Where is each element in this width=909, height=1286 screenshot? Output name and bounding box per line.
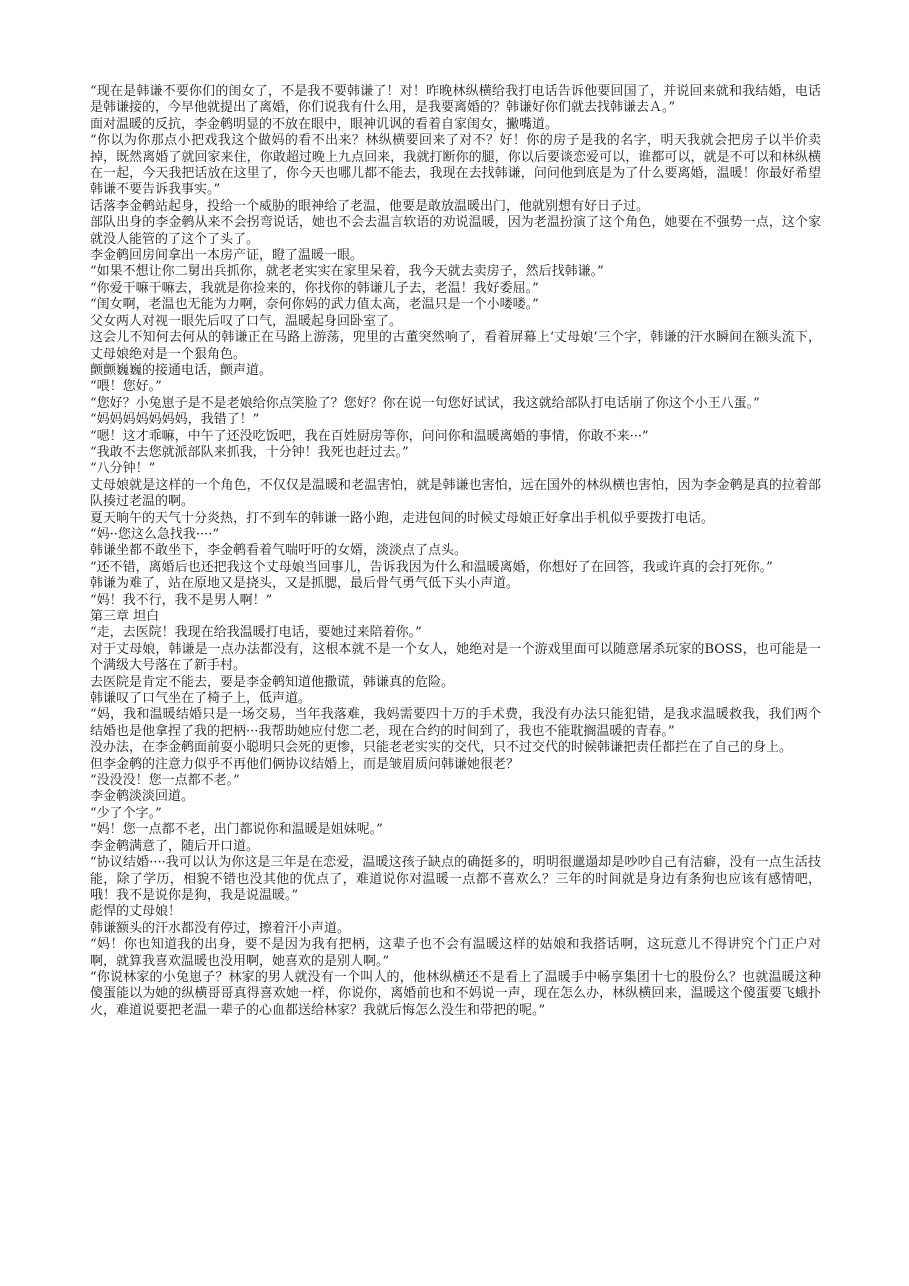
paragraph: 韩谦坐都不敢坐下，李金鹌看着气喘吁吁的女婿，淡淡点了点头。 <box>90 543 468 559</box>
paragraph: “闺女啊，老温也无能为力啊，奈何你妈的武力值太高，老温只是一个小喽喽。” <box>90 297 539 313</box>
paragraph: 这会儿不知何去何从的韩谦正在马路上游荡，兜里的古董突然响了，看着屏幕上‘丈母娘’三个字，韩谦的汗水瞬间在额头流下，丈母娘绝对是一个狠角色。 <box>90 330 821 362</box>
paragraph: 丈母娘就是这样的一个角色，不仅仅是温暖和老温害怕，就是韩谦也害怕，远在国外的林纵横也害怕，因为李金鹌是真的拉着部队揍过老温的啊。 <box>90 477 821 510</box>
paragraph: “协议结婚····我可以认为你这是三年是在恋爱，温暖这孩子缺点的确挺多的，明明很邋遢却是吵吵自己有洁癖，没有一点生活技能，除了学历，相貌不错也没其他的优点了，难道说你对温暖一点都不喜欢么？三年的时间就是身边有条狗也应该有感情吧，哦！我不是说你是狗，我是说温暖。” <box>90 855 821 903</box>
paragraph: 李金鹌淡淡回道。 <box>90 789 195 805</box>
paragraph: 韩谦为难了，站在原地又是挠头，又是抓腮，最后骨气勇气低下头小声道。 <box>90 576 520 592</box>
paragraph: “喂！您好。” <box>90 379 162 395</box>
paragraph: “妈妈妈妈妈妈妈，我错了！” <box>90 412 260 428</box>
paragraph: “你说林家的小兔崽子？林家的男人就没有一个叫人的，他林纵横还不是看上了温暖手中畅享集团十七的股份么？也就温暖这种傻蛋能以为她的纵横哥哥真得喜欢她一样，你说你，离婚前也和不妈说一声，现在怎么办，林纵横回来，温暖这个傻蛋要飞蛾扑火，难道说要把老温一辈子的心血都送给林家？我就后悔怎么没生和带把的呢。” <box>90 969 821 1018</box>
paragraph: 李金鹌满意了，随后开口道。 <box>90 838 260 854</box>
paragraph: 夏天晌午的天气十分炎热，打不到车的韩谦一路小跑，走进包间的时候丈母娘正好拿出手机似乎要拨打电话。 <box>90 510 715 526</box>
paragraph: “妈！您一点都不老，出门都说你和温暖是姐妹呢。” <box>90 822 383 838</box>
paragraph: “您好？小兔崽子是不是老娘给你点笑脸了？您好？你在说一句您好试试，我这就给部队打电话崩了你这个小王八蛋。” <box>90 395 760 411</box>
paragraph: 没办法，在李金鹌面前耍小聪明只会死的更惨，只能老老实实的交代，只不过交代的时候韩谦把责任都拦在了自己的身上。 <box>90 740 793 756</box>
paragraph: “如果不想让你二舅出兵抓你，就老老实实在家里呆着，我今天就去卖房子，然后找韩谦。” <box>90 264 604 280</box>
paragraph: 去医院是肯定不能去，要是李金鹌知道他撒谎，韩谦真的危险。 <box>90 674 455 690</box>
paragraph: 话落李金鹌站起身，投给一个威胁的眼神给了老温，他要是敢放温暖出门，他就别想有好日子过。 <box>90 198 650 214</box>
paragraph: “嗯！这才乖嘛，中午了还没吃饭吧，我在百姓厨房等你，问问你和温暖离婚的事情，你敢不来···” <box>90 428 649 444</box>
paragraph: 韩谦额头的汗水都没有停过，擦着汗小声道。 <box>90 920 351 936</box>
paragraph: 但李金鹌的注意力似乎不再他们俩协议结婚上，而是皱眉质问韩谦她很老？ <box>90 756 520 772</box>
paragraph: “妈！你也知道我的出身，要不是因为我有把柄，这辈子也不会有温暖这样的姑娘和我搭话啊，这玩意儿不得讲究个门正户对啊，就算我喜欢温暖也没用啊，她喜欢的是别人啊。” <box>90 937 821 969</box>
paragraph: 颤颤巍巍的接通电话，颤声道。 <box>90 362 273 378</box>
paragraph: “你以为你那点小把戏我这个做妈的看不出来？林纵横要回来了对不？好！你的房子是我的名字，明天我就会把房子以半价卖掉，既然离婚了就回家来住，你敢超过晚上九点回来，我就打断你的腿，你以后要谈恋爱可以，谁都可以，就是不可以和林纵横在一起，今天我把话放在这里了，你今天也哪儿都不能去，我现在去找韩谦，问问他到底是为了什么要离婚，温暖！你最好希望韩谦不要告诉我事实。” <box>90 133 821 198</box>
paragraph: “还不错，离婚后也还把我这个丈母娘当回事儿，告诉我因为什么和温暖离婚，你想好了在回答，我或许真的会打死你。” <box>90 559 773 575</box>
paragraph: “我敢不去您就派部队来抓我，十分钟！我死也赶过去。” <box>90 444 409 460</box>
paragraph: “没没没！您一点都不老。” <box>90 773 240 789</box>
paragraph: 李金鹌回房间拿出一本房产证，瞪了温暖一眼。 <box>90 248 364 264</box>
paragraph: “妈，我和温暖结婚只是一场交易，当年我落难，我妈需要四十万的手术费，我没有办法只能犯错，是我求温暖救我，我们两个结婚也是他拿捏了我的把柄···我帮助她应付您二老，现在合约的时间到了，我也不能耽搁温暖的青春。” <box>90 707 821 739</box>
paragraph: 韩谦叹了口气坐在了椅子上，低声道。 <box>90 691 312 707</box>
paragraph: 对于丈母娘，韩谦是一点办法都没有，这根本就不是一个女人，她绝对是一个游戏里面可以随意屠杀玩家的BOSS，也可能是一个满级大号落在了新手村。 <box>90 641 821 674</box>
paragraph: “走，去医院！我现在给我温暖打电话，要她过来陪着你。” <box>90 625 422 641</box>
paragraph: “八分钟！” <box>90 461 156 477</box>
paragraph: “少了个字。” <box>90 805 162 821</box>
paragraph: 面对温暖的反抗，李金鹌明显的不放在眼中，眼神讥讽的看着自家闺女，撇嘴道。 <box>90 116 559 132</box>
paragraph: 父女两人对视一眼先后叹了口气，温暖起身回卧室了。 <box>90 313 403 329</box>
paragraph: “你爱干嘛干嘛去，我就是你捡来的，你找你的韩谦儿子去，老温！我好委屈。” <box>90 280 539 296</box>
paragraph: “现在是韩谦不要你们的闺女了，不是我不要韩谦了！对！昨晚林纵横给我打电话告诉他要回国了，并说回来就和我结婚，电话是韩谦接的，今早他就提出了离婚，你们说我有什么用，是我要离婚的？韩谦好你们就去找韩谦去Ａ。” <box>90 84 821 116</box>
paragraph: 彪悍的丈母娘！ <box>90 904 182 920</box>
chapter-heading: 第三章 坦白 <box>90 609 160 624</box>
paragraph: 部队出身的李金鹌从来不会拐弯说话，她也不会去温言软语的劝说温暖，因为老温扮演了这个角色，她要在不强势一点，这个家就没人能管的了这个了头了。 <box>90 215 821 247</box>
paragraph: “妈！我不行，我不是男人啊！” <box>90 592 273 608</box>
paragraph: “妈··您这么急找我····” <box>90 526 220 542</box>
body-text <box>90 84 821 1019</box>
